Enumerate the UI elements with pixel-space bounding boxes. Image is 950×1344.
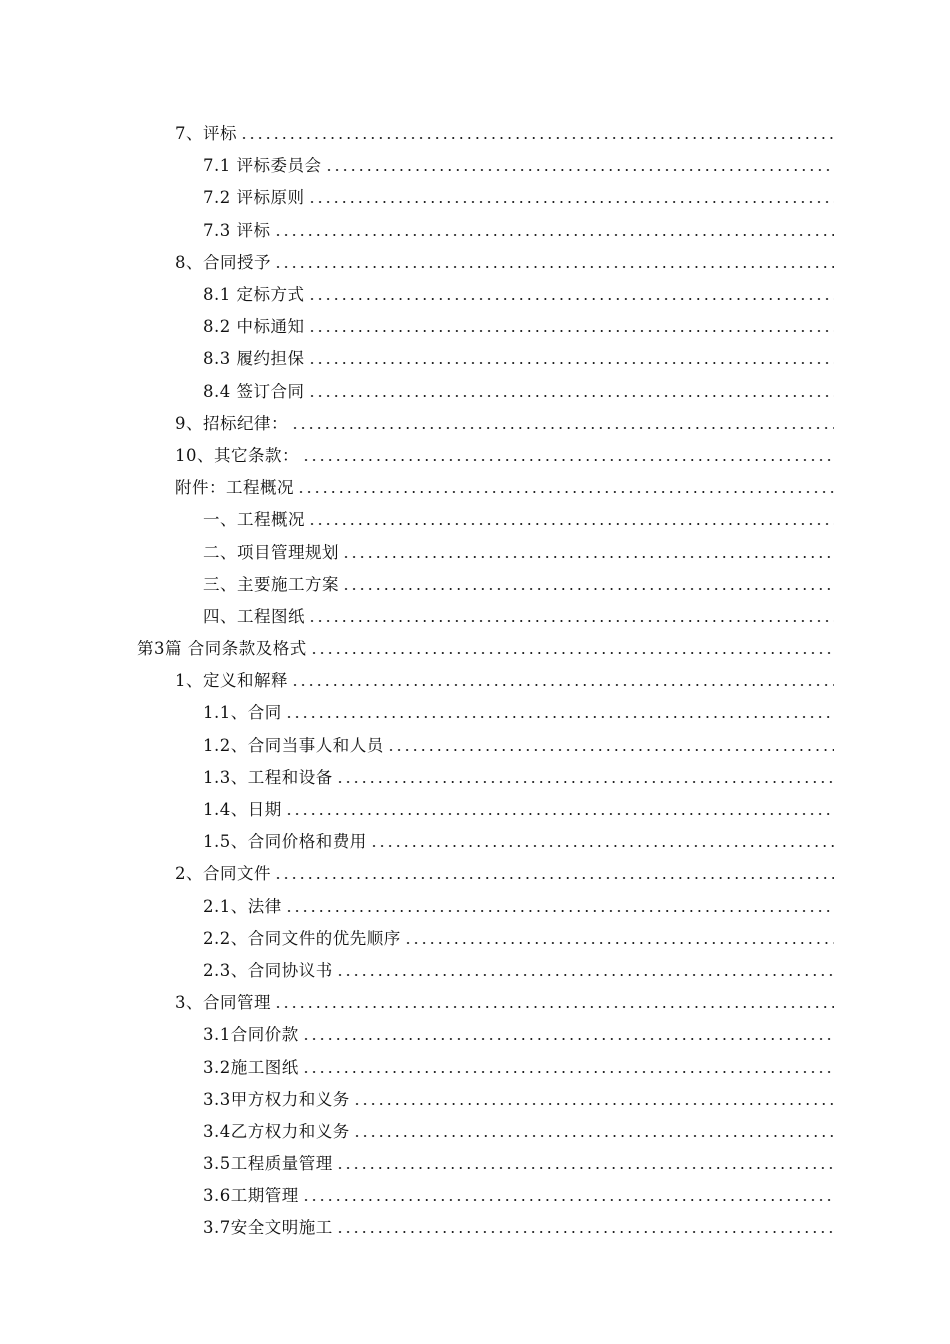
- toc-entry-label: 3.3甲方权力和义务: [203, 1089, 350, 1109]
- toc-entry[interactable]: [0, 921, 950, 953]
- toc-entry[interactable]: [0, 116, 950, 148]
- toc-entry-label: 8.1 定标方式: [203, 285, 305, 305]
- toc-dot-leader: [285, 813, 834, 815]
- toc-entry-label: 1.2、合同当事人和人员: [203, 735, 384, 755]
- toc-dot-leader: [302, 1038, 834, 1040]
- toc-entry-label: 3.4乙方权力和义务: [203, 1121, 350, 1141]
- toc-dot-leader: [291, 427, 834, 429]
- toc-dot-leader: [342, 588, 834, 590]
- toc-entry[interactable]: [0, 341, 950, 373]
- toc-entry[interactable]: [0, 1049, 950, 1081]
- toc-dot-leader: [302, 1199, 834, 1201]
- toc-entry[interactable]: [0, 631, 950, 663]
- toc-entry-label: 1.3、工程和设备: [203, 767, 333, 787]
- toc-dot-leader: [308, 330, 835, 332]
- toc-entry[interactable]: [0, 148, 950, 180]
- toc-entry-label: 2.3、合同协议书: [203, 960, 333, 980]
- toc-dot-leader: [285, 910, 834, 912]
- table-of-contents: [0, 116, 950, 1243]
- toc-entry-label: 7.1 评标委员会: [203, 156, 322, 176]
- toc-entry[interactable]: [0, 180, 950, 212]
- toc-entry[interactable]: [0, 663, 950, 695]
- toc-dot-leader: [336, 1231, 834, 1233]
- toc-entry-label: 1.5、合同价格和费用: [203, 832, 367, 852]
- toc-entry-label: 8、合同授予: [175, 252, 271, 272]
- toc-dot-leader: [291, 684, 834, 686]
- toc-dot-leader: [308, 298, 835, 300]
- toc-entry[interactable]: [0, 213, 950, 245]
- toc-entry-label: 一、工程概况: [203, 510, 305, 530]
- toc-dot-leader: [404, 942, 834, 944]
- toc-dot-leader: [285, 716, 834, 718]
- toc-entry-label: 7.2 评标原则: [203, 188, 305, 208]
- toc-entry[interactable]: [0, 599, 950, 631]
- toc-entry-label: 7.3 评标: [203, 220, 271, 240]
- toc-dot-leader: [370, 845, 834, 847]
- toc-dot-leader: [308, 523, 834, 525]
- toc-dot-leader: [302, 459, 834, 461]
- toc-dot-leader: [274, 877, 834, 879]
- toc-entry-label: 1.1、合同: [203, 703, 282, 723]
- toc-dot-leader: [342, 556, 834, 558]
- toc-entry-label: 3.5工程质量管理: [203, 1154, 333, 1174]
- toc-entry-label: 3.2施工图纸: [203, 1057, 299, 1077]
- toc-entry[interactable]: [0, 309, 950, 341]
- toc-dot-leader: [240, 137, 834, 139]
- toc-entry[interactable]: [0, 1082, 950, 1114]
- toc-entry[interactable]: [0, 792, 950, 824]
- toc-dot-leader: [308, 362, 835, 364]
- toc-entry-label: 3.7安全文明施工: [203, 1218, 333, 1238]
- toc-entry[interactable]: [0, 567, 950, 599]
- toc-entry[interactable]: [0, 760, 950, 792]
- toc-entry[interactable]: [0, 374, 950, 406]
- toc-entry[interactable]: [0, 728, 950, 760]
- toc-entry-label: 10、其它条款：: [175, 445, 299, 465]
- toc-dot-leader: [310, 652, 834, 654]
- toc-entry[interactable]: [0, 695, 950, 727]
- toc-dot-leader: [297, 491, 834, 493]
- toc-dot-leader: [353, 1135, 834, 1137]
- toc-entry-label: 3.1合同价款: [203, 1025, 299, 1045]
- toc-entry[interactable]: [0, 438, 950, 470]
- toc-entry[interactable]: [0, 1178, 950, 1210]
- toc-dot-leader: [353, 1103, 834, 1105]
- toc-dot-leader: [336, 781, 834, 783]
- toc-entry[interactable]: [0, 1017, 950, 1049]
- toc-dot-leader: [387, 749, 834, 751]
- toc-entry-label: 三、主要施工方案: [203, 574, 339, 594]
- toc-entry[interactable]: [0, 245, 950, 277]
- toc-entry-label: 2.1、法律: [203, 896, 282, 916]
- toc-entry-label: 8.2 中标通知: [203, 317, 305, 337]
- toc-entry-label: 2、合同文件: [175, 864, 271, 884]
- toc-entry-label: 第3篇 合同条款及格式: [137, 639, 307, 659]
- toc-entry[interactable]: [0, 502, 950, 534]
- toc-dot-leader: [336, 974, 834, 976]
- toc-entry-label: 四、工程图纸: [203, 606, 305, 626]
- toc-entry[interactable]: [0, 824, 950, 856]
- toc-entry[interactable]: [0, 953, 950, 985]
- toc-entry-label: 二、项目管理规划: [203, 542, 339, 562]
- toc-entry[interactable]: [0, 856, 950, 888]
- toc-dot-leader: [325, 169, 835, 171]
- toc-entry[interactable]: [0, 534, 950, 566]
- toc-entry[interactable]: [0, 889, 950, 921]
- toc-dot-leader: [308, 395, 835, 397]
- toc-dot-leader: [274, 266, 834, 268]
- toc-entry-label: 2.2、合同文件的优先顺序: [203, 928, 401, 948]
- toc-entry-label: 7、评标: [175, 124, 237, 144]
- toc-entry-label: 附件：工程概况: [175, 478, 294, 498]
- toc-entry-label: 3.6工期管理: [203, 1186, 299, 1206]
- toc-entry-label: 9、招标纪律：: [175, 413, 288, 433]
- toc-dot-leader: [308, 201, 835, 203]
- toc-entry[interactable]: [0, 985, 950, 1017]
- toc-entry[interactable]: [0, 1146, 950, 1178]
- toc-entry-label: 1.4、日期: [203, 800, 282, 820]
- toc-entry-label: 3、合同管理: [175, 993, 271, 1013]
- toc-dot-leader: [274, 234, 835, 236]
- toc-entry-label: 8.3 履约担保: [203, 349, 305, 369]
- toc-entry[interactable]: [0, 470, 950, 502]
- toc-entry[interactable]: [0, 277, 950, 309]
- toc-dot-leader: [274, 1006, 834, 1008]
- toc-entry[interactable]: [0, 406, 950, 438]
- toc-entry[interactable]: [0, 1210, 950, 1242]
- toc-dot-leader: [302, 1071, 834, 1073]
- toc-dot-leader: [336, 1167, 834, 1169]
- toc-entry-label: 1、定义和解释: [175, 671, 288, 691]
- toc-entry[interactable]: [0, 1114, 950, 1146]
- toc-entry-label: 8.4 签订合同: [203, 381, 305, 401]
- toc-dot-leader: [308, 620, 834, 622]
